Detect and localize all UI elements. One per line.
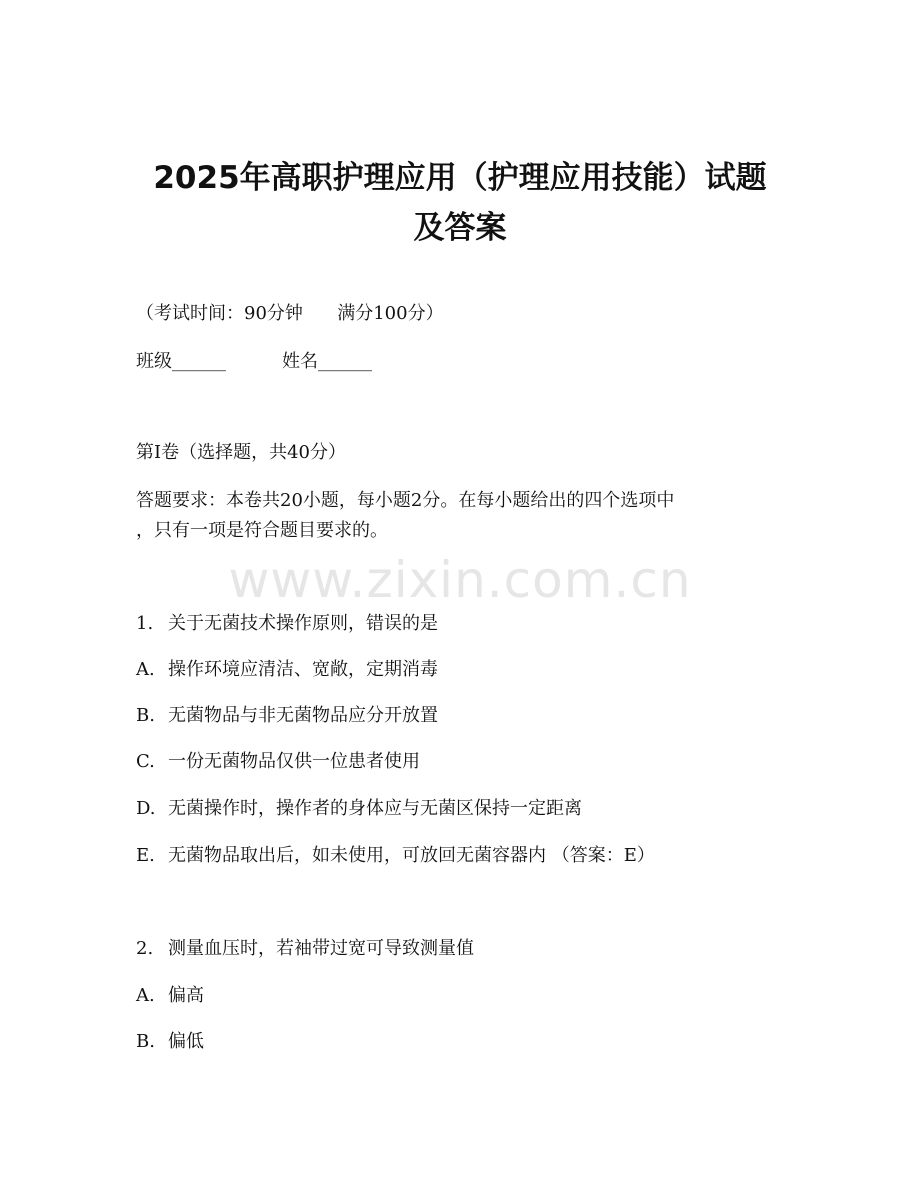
class-field-label: 班级______	[136, 351, 226, 372]
option-text: 操作环境应清洁、宽敞，定期消毒	[168, 659, 438, 680]
option-letter: B.	[136, 705, 155, 726]
question-1-option-e	[136, 844, 655, 868]
document-title-line-1: 2025年高职护理应用（护理应用技能）试题	[153, 160, 767, 196]
question-1-option-b	[136, 704, 438, 728]
exam-info: （考试时间：90分钟 满分100分）	[136, 303, 444, 324]
instructions-line-1: 答题要求：本卷共20小题，每小题2分。在每小题给出的四个选项中	[136, 490, 675, 511]
option-text: 无菌物品与非无菌物品应分开放置	[168, 705, 438, 726]
option-text: 无菌物品取出后，如未使用，可放回无菌容器内 （答案：E）	[168, 845, 655, 866]
option-letter: B.	[136, 1031, 155, 1052]
question-2-option-a	[136, 984, 204, 1008]
option-letter: E.	[136, 845, 155, 866]
name-field-label: 姓名______	[282, 351, 372, 372]
student-info-row	[136, 350, 372, 374]
question-number: 1.	[136, 613, 154, 634]
option-letter: A.	[136, 659, 155, 680]
option-letter: D.	[136, 798, 156, 819]
question-1-option-c	[136, 750, 420, 774]
option-text: 偏高	[168, 985, 204, 1006]
option-letter: C.	[136, 751, 155, 772]
option-text: 无菌操作时，操作者的身体应与无菌区保持一定距离	[168, 798, 582, 819]
option-letter: A.	[136, 985, 155, 1006]
instructions-line-2: ，只有一项是符合题目要求的。	[136, 520, 388, 541]
watermark: www.zixin.com.cn	[228, 551, 692, 609]
option-text: 一份无菌物品仅供一位患者使用	[168, 751, 420, 772]
section-title: 第I卷（选择题，共40分）	[136, 442, 347, 463]
question-number: 2.	[136, 938, 154, 959]
question-1-option-d	[136, 797, 582, 821]
question-1-option-a	[136, 658, 438, 682]
question-text: 关于无菌技术操作原则，错误的是	[168, 613, 438, 634]
question-text: 测量血压时，若袖带过宽可导致测量值	[168, 938, 474, 959]
question-2	[136, 937, 474, 961]
option-text: 偏低	[168, 1031, 204, 1052]
question-1	[136, 612, 438, 636]
question-2-option-b	[136, 1030, 204, 1054]
document-title-line-2: 及答案	[413, 210, 507, 246]
